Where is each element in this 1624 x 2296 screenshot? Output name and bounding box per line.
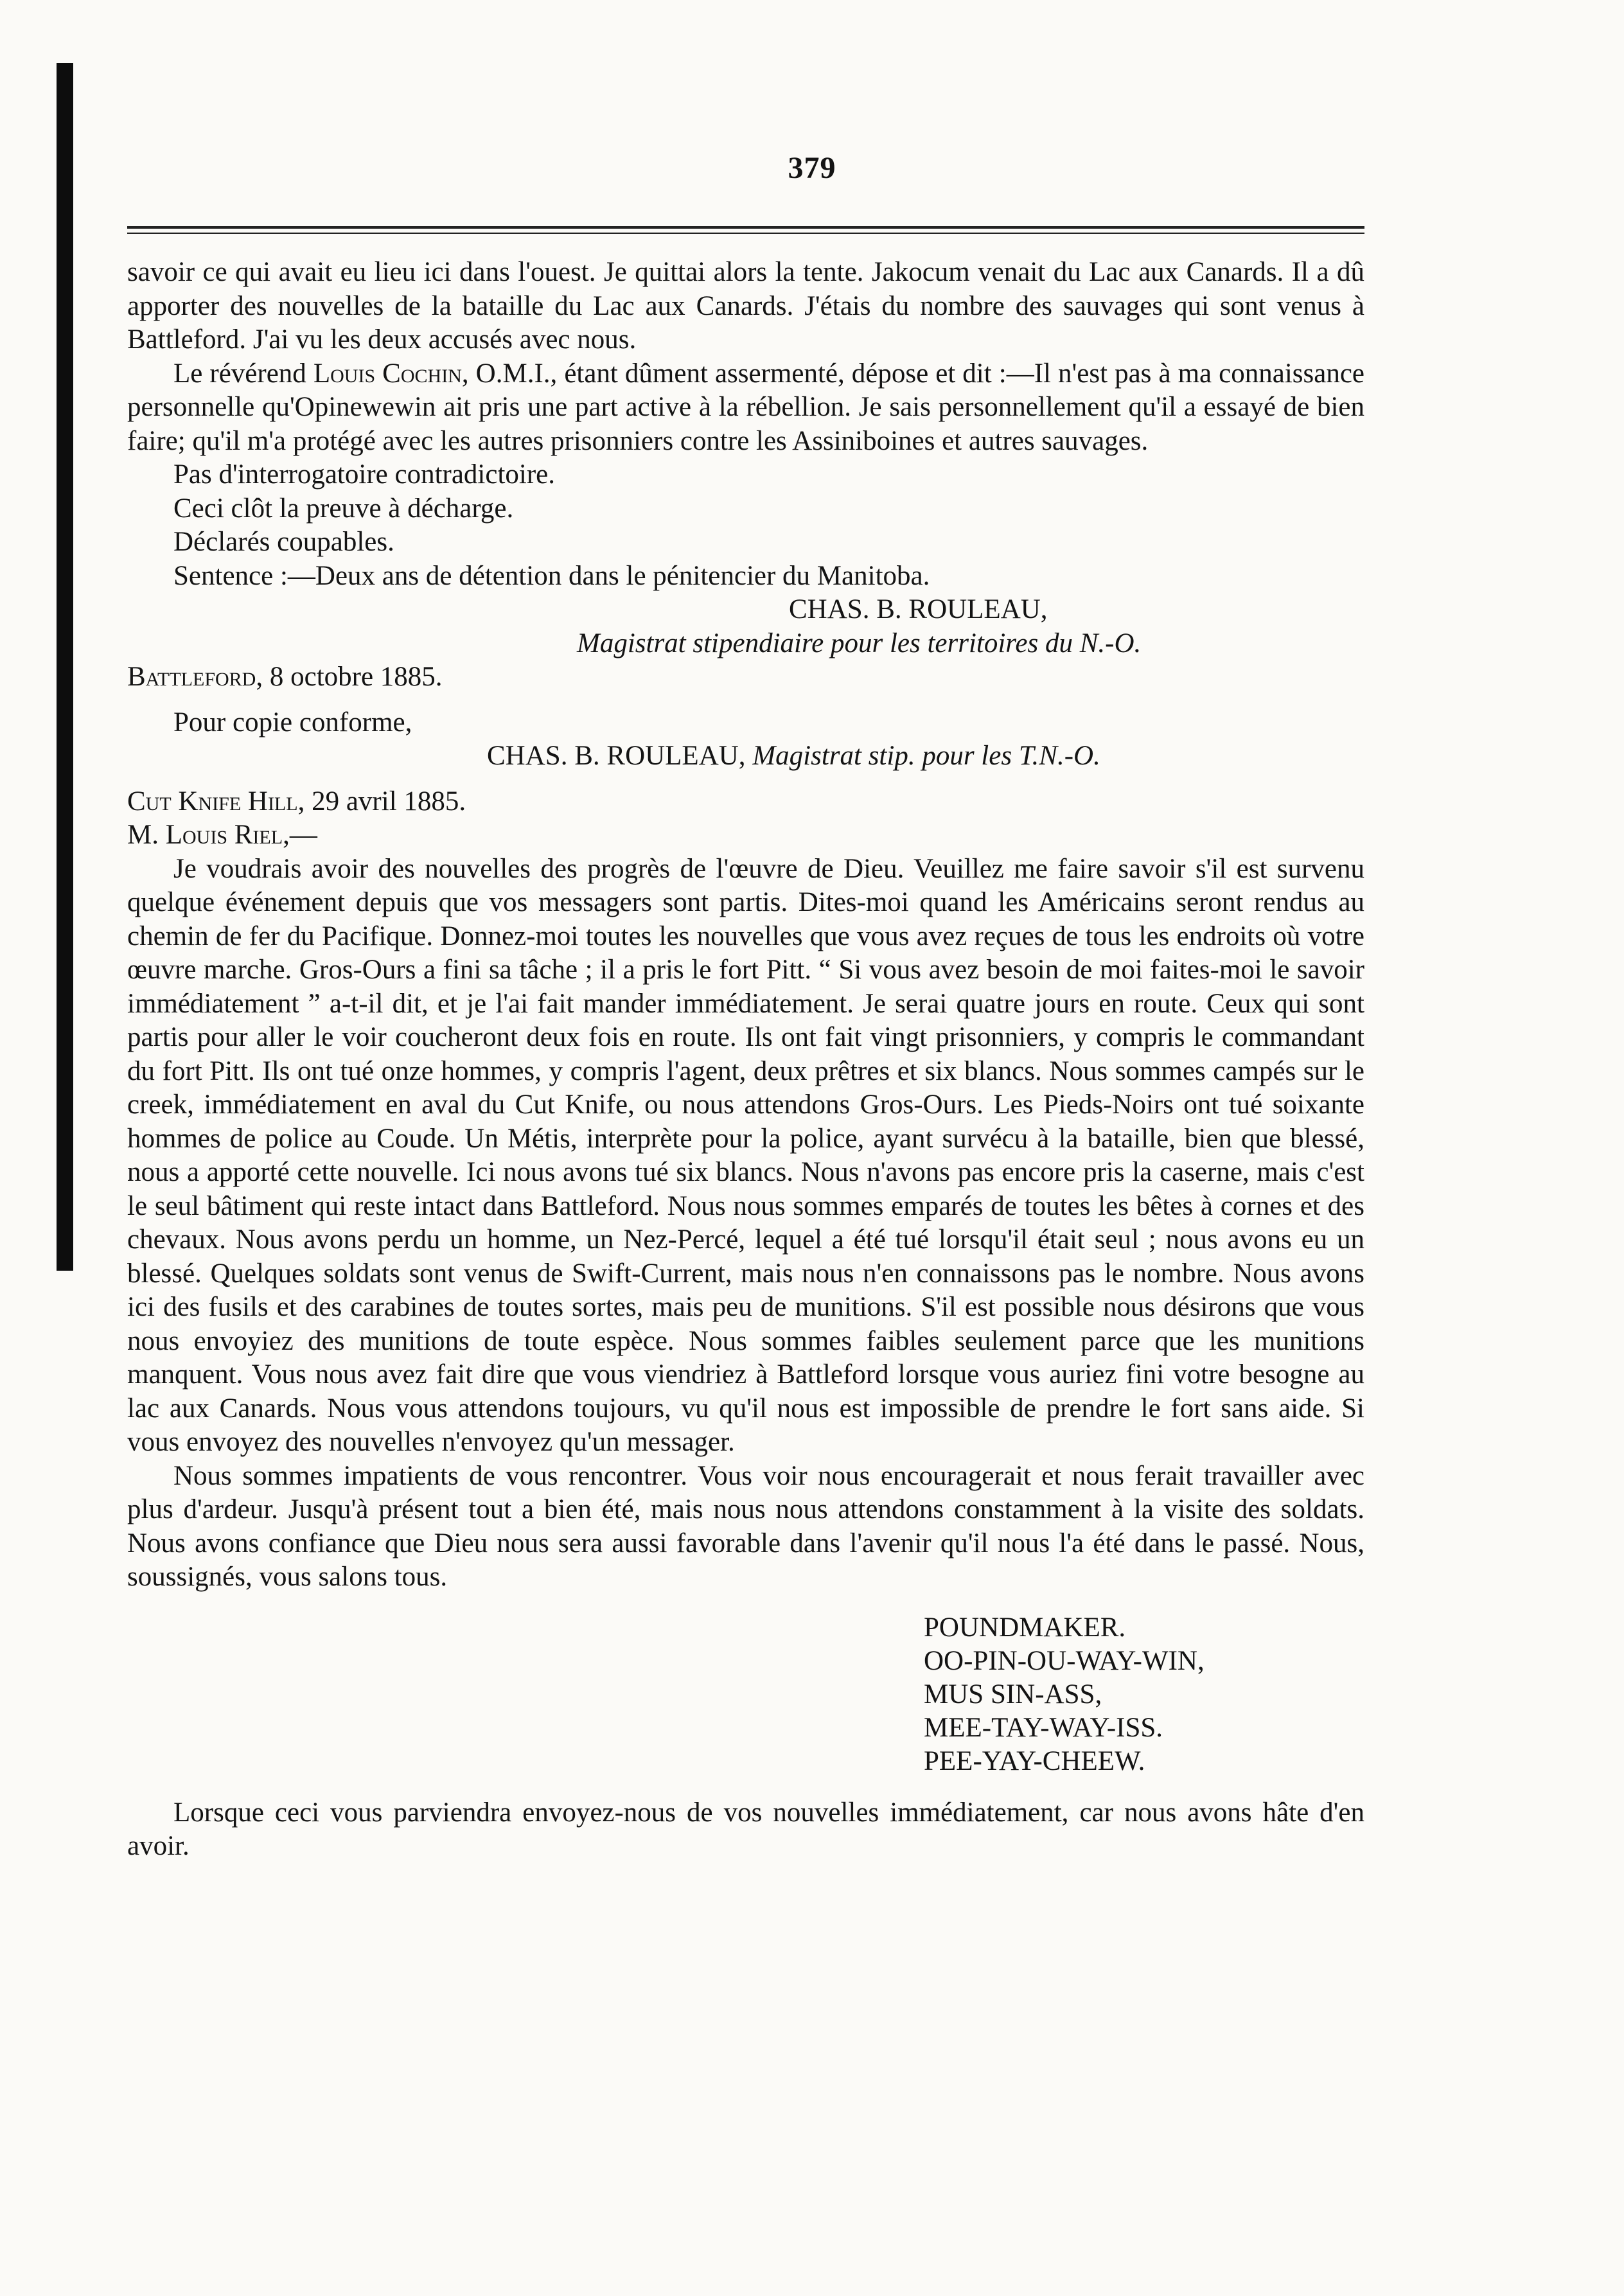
page-body bbox=[127, 256, 1364, 1864]
page-number: 379 bbox=[788, 151, 836, 185]
letter-postscript: Lorsque ceci vous parviendra envoyez-nous de vos nouvelles immédiatement, car nous avons hâte d'en avoir. bbox=[127, 1797, 1364, 1861]
header-rule bbox=[127, 226, 1364, 229]
signatory: MEE-TAY-WAY-ISS. bbox=[924, 1712, 1163, 1743]
letter-dateline: Cut Knife Hill, 29 avril 1885. bbox=[127, 786, 466, 817]
cochin-deposition-paragraph: Le révérend Louis Cochin, O.M.I., étant dûment assermenté, dépose et dit :—Il n'est pas à ma connaissance personnelle qu'Opinewewin ait pris une part active à la rébellion. Je sais personnellement qu'il a essayé de bien faire; qu'il m'a protégé avec les autres prisonniers contre les Assiniboines et autres sauvages. bbox=[127, 358, 1365, 456]
signatory: PEE-YAY-CHEEW. bbox=[924, 1745, 1145, 1776]
signatory: MUS SIN-ASS, bbox=[924, 1679, 1102, 1709]
certified-copy-label: Pour copie conforme, bbox=[173, 707, 412, 737]
letter-body-paragraph-1: Je voudrais avoir des nouvelles des progrès de l'œuvre de Dieu. Veuillez me faire savoir s'il est survenu quelque événement depuis que vos messagers sont partis. Dites-moi quand les Américains seront rendus au chemin de fer du Pacifique. Donnez-moi toutes les nouvelles que vous avez reçues de tous les endroits où votre œuvre marche. Gros-Ours a fini sa tâche ; il a pris le fort Pitt. “ Si vous avez besoin de moi faites-moi le savoir immédiatement ” a-t-il dit, et je l'ai fait mander immédiatement. Je serai quatre jours en route. Ceux qui sont partis pour aller le voir coucheront deux fois en route. Ils ont fait vingt prisonniers, y compris le commandant du fort Pitt. Ils ont tué onze hommes, y compris l'agent, deux prêtres et six blancs. Nous sommes campés sur le creek, immédiatement en aval du Cut Knife, ou nous attendons Gros-Ours. Les Pieds-Noirs ont tué soixante hommes de police au Coude. Un Métis, interprète pour la police, ayant survécu à la bataille, bien que blessé, nous a apporté cette nouvelle. Ici nous avons tué six blancs. Nous n'avons pas encore pris la caserne, mais c'est le seul bâtiment qui reste intact dans Battleford. Nous nous sommes emparés de toutes les bêtes à cornes et des chevaux. Nous avons perdu un homme, un Nez-Percé, lequel a été tué lorsqu'il était seul ; nous avons eu un blessé. Quelques soldats sont venus de Swift-Current, mais nous n'en connaissons pas le nombre. Nous avons ici des fusils et des carabines de toutes sortes, mais peu de munitions. S'il est possible nous désirons que vous nous envoyiez des munitions de toute espèce. Nous sommes faibles seulement parce que les munitions manquent. Vous nous avez fait dire que vous viendriez à Battleford lorsque vous auriez fini votre besogne au lac aux Canards. Nous vous attendons toujours, vu qu'il nous est impossible de prendre le fort sans aide. Si vous envoyez des nouvelles n'envoyez qu'un messager. bbox=[127, 853, 1364, 1457]
testimony-end-paragraph: savoir ce qui avait eu lieu ici dans l'ouest. Je quittai alors la tente. Jakocum venait du Lac aux Canards. Il a dû apporter des nouvelles de la bataille du Lac aux Canards. J'étais du nombre des sauvages qui sont venus à Battleford. J'ai vu les deux accusés avec nous. bbox=[127, 257, 1364, 355]
magistrate-signature-title: Magistrat stipendiaire pour les territoires du N.-O. bbox=[577, 628, 1142, 658]
letter-signatories bbox=[127, 1611, 1364, 1778]
certified-copy-signature: CHAS. B. ROULEAU, Magistrat stip. pour les T.N.-O. bbox=[487, 741, 1100, 771]
scan-edge-bar bbox=[57, 63, 73, 1271]
magistrate-signature-name: CHAS. B. ROULEAU, bbox=[789, 594, 1048, 624]
signatory: POUNDMAKER. bbox=[924, 1612, 1126, 1643]
sentence-line: Sentence :—Deux ans de détention dans le pénitencier du Manitoba. bbox=[173, 560, 930, 591]
witness-name: Louis Cochin bbox=[313, 358, 462, 389]
verdict-line: Déclarés coupables. bbox=[173, 527, 394, 557]
place-name: Battleford bbox=[127, 662, 256, 692]
signatory: OO-PIN-OU-WAY-WIN, bbox=[924, 1645, 1205, 1676]
letter-addressee: M. Louis Riel,— bbox=[127, 820, 317, 850]
header-rule-thin bbox=[127, 233, 1364, 234]
defence-closed-line: Ceci clôt la preuve à décharge. bbox=[173, 493, 514, 524]
place-date-line: Battleford, 8 octobre 1885. bbox=[127, 662, 443, 692]
letter-body-paragraph-2: Nous sommes impatients de vous rencontrer. Vous voir nous encouragerait et nous ferait travailler avec plus d'ardeur. Jusqu'à présent tout a bien été, mais nous nous attendons constamment à la visite des soldats. Nous avons confiance que Dieu nous sera aussi favorable dans l'avenir qu'il nous l'a été dans le passé. Nous, soussignés, vous salons tous. bbox=[127, 1460, 1364, 1592]
no-cross-examination-line: Pas d'interrogatoire contradictoire. bbox=[173, 459, 556, 490]
